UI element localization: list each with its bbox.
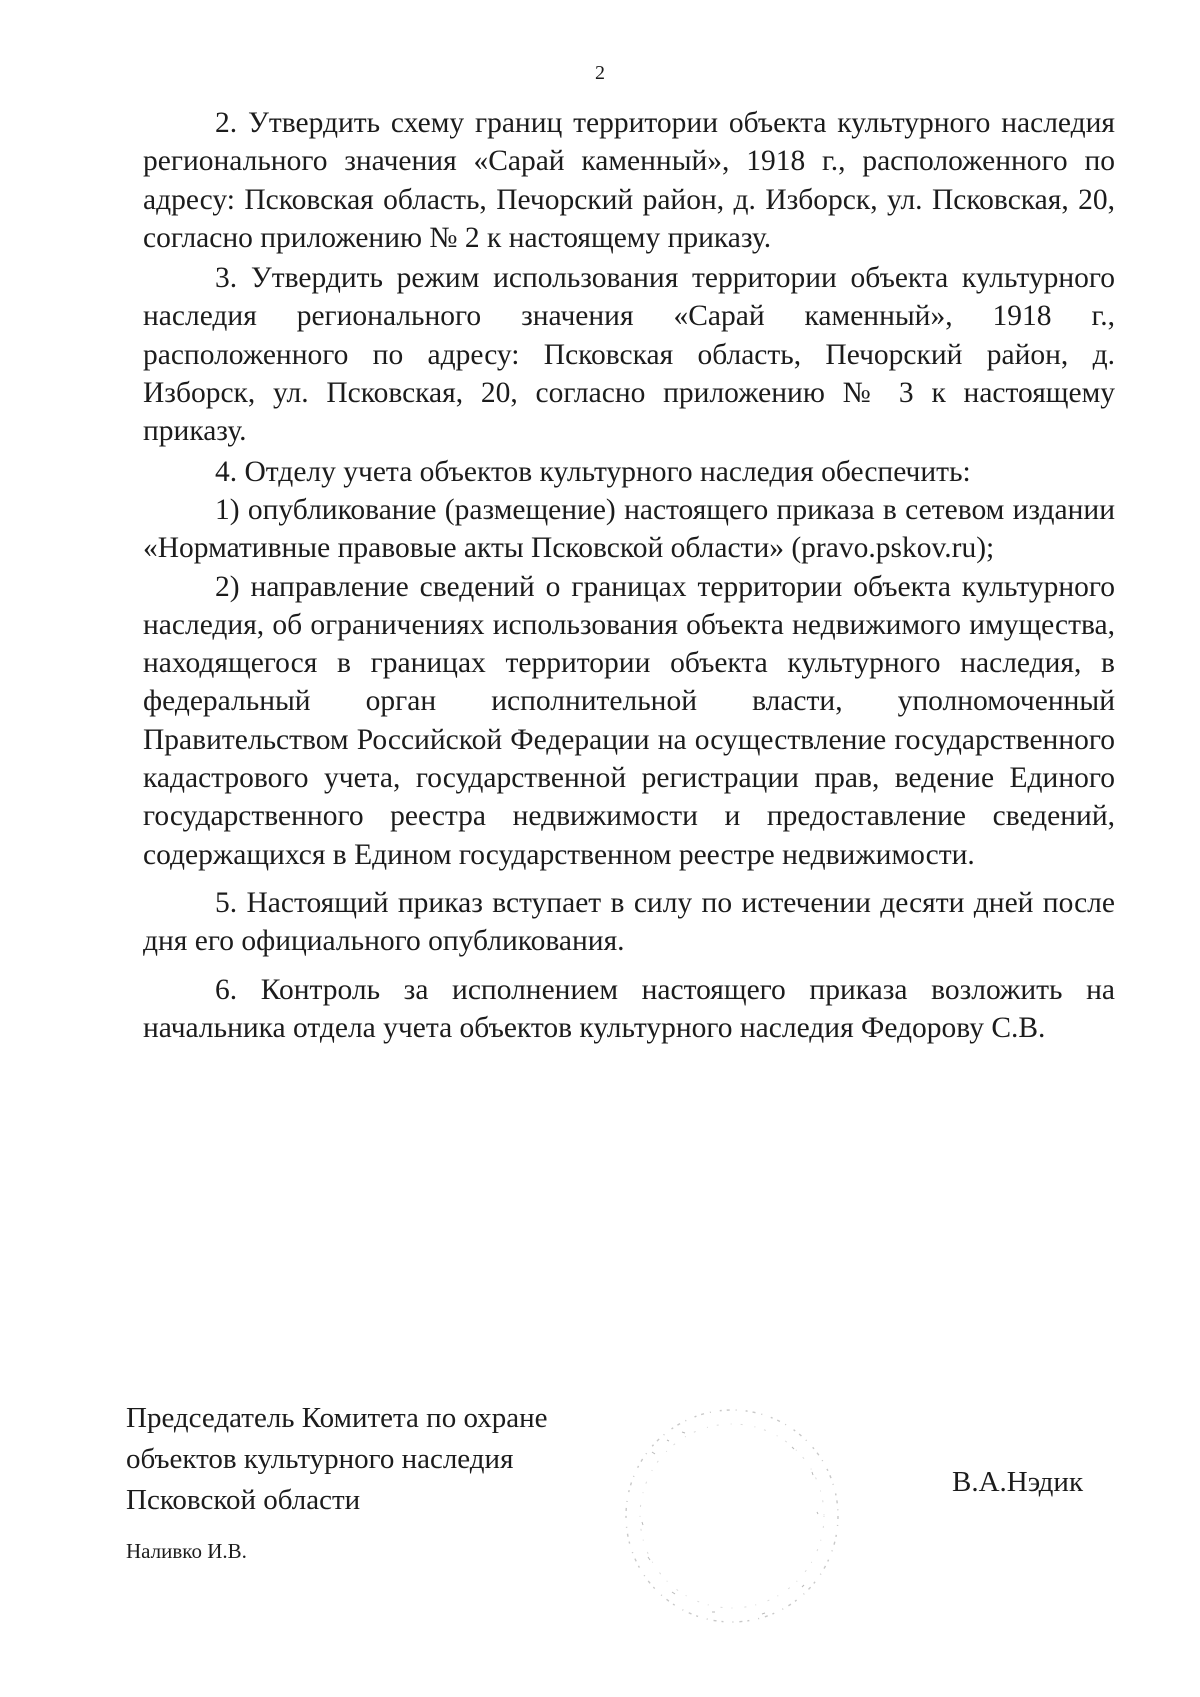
- faint-stamp-image: [612, 1392, 852, 1640]
- paragraph-item-3: 3. Утвердить режим использования территории объекта культурного наследия регионального значения «Сарай каменный», 1918 г., расположенного по адресу: Псковская область, Печорский район, д. Изборск, ул. Псковская, 20, согласно приложению № 3 к настоящему приказу.: [143, 262, 1115, 448]
- signature-position-line: Псковской области: [126, 1484, 361, 1516]
- paragraph-subitem-2: 2) направление сведений о границах территории объекта культурного наследия, об ограничениях использования объекта недвижимого имущества, находящегося в границах территории объекта культурного наследия, в федеральный орган исполнительной власти, уполномоченный Правительством Российской Федерации на осуществление государственного кадастрового учета, государственной регистрации прав, ведение Единого государственного реестра недвижимости и предоставление сведений, содержащихся в Едином государственном реестре недвижимости.: [143, 570, 1115, 871]
- paragraph-item-2: 2. Утвердить схему границ территории объекта культурного наследия регионального значения «Сарай каменный», 1918 г., расположенного по адресу: Псковская область, Печорский район, д. Изборск, ул. Псковская, 20, согласно приложению № 2 к настоящему приказу.: [143, 107, 1115, 254]
- paragraph-item-5: 5. Настоящий приказ вступает в силу по истечении десяти дней после дня его официального опубликования.: [143, 886, 1115, 958]
- page-number: 2: [595, 62, 605, 84]
- executor-name: Наливко И.В.: [126, 1539, 247, 1563]
- paragraph-item-6: 6. Контроль за исполнением настоящего приказа возложить на начальника отдела учета объектов культурного наследия Федорову С.В.: [143, 973, 1115, 1044]
- document-body: [143, 104, 1115, 1047]
- paragraph-subitem-1: 1) опубликование (размещение) настоящего приказа в сетевом издании «Нормативные правовые акты Псковской области» (pravo.pskov.ru);: [143, 493, 1115, 565]
- signature-position-line: объектов культурного наследия: [126, 1443, 514, 1475]
- paragraph-item-4: 4. Отделу учета объектов культурного наследия обеспечить:: [215, 455, 971, 488]
- signature-position: [126, 1398, 548, 1521]
- signature-position-line: Председатель Комитета по охране: [126, 1402, 548, 1434]
- signer-name: В.А.Нэдик: [952, 1466, 1084, 1498]
